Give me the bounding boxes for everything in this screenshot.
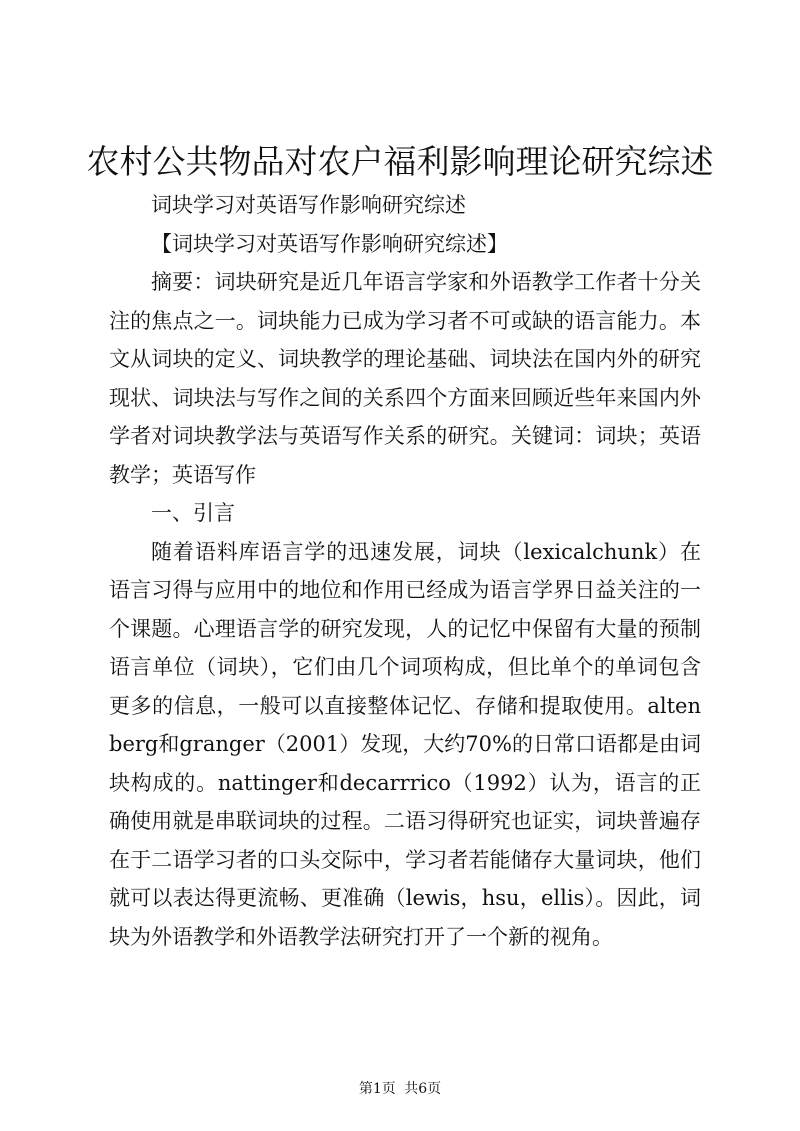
abstract-paragraph: 摘要：词块研究是近几年语言学家和外语教学工作者十分关注的焦点之一。词块能力已成为学习者不可或缺的语言能力。本文从词块的定义、词块教学的理论基础、词块法在国内外的研究现状、词块法与写作之间的关系四个方面来回顾近些年来国内外学者对词块教学法与英语写作关系的研究。关键词：词块；英语教学；英语写作: [109, 270, 701, 487]
subtitle-paragraph: 词块学习对英语写作影响研究综述: [151, 193, 466, 217]
section-heading-introduction: 一、引言: [151, 501, 235, 525]
page-total: 共6页: [404, 1081, 442, 1097]
page-footer: [0, 1079, 800, 1099]
document-title: 农村公共物品对农户福利影响理论研究综述: [86, 142, 714, 181]
document-body: [109, 186, 701, 956]
bracketed-title-paragraph: 【词块学习对英语写作影响研究综述】: [151, 231, 508, 256]
introduction-paragraph: 随着语料库语言学的迅速发展，词块（lexicalchunk）在语言习得与应用中的地位和作用已经成为语言学界日益关注的一个课题。心理语言学的研究发现，人的记忆中保留有大量的预制语言单位（词块），它们由几个词项构成，但比单个的单词包含更多的信息，一般可以直接整体记忆、存储和提取使用。altenberg和granger（2001）发现，大约70%的日常口语都是由词块构成的。nattinger和decarrrico（1992）认为，语言的正确使用就是串联词块的过程。二语习得研究也证实，词块普遍存在于二语学习者的口头交际中，学习者若能储存大量词块，他们就可以表达得更流畅、更准确（lewis，hsu，ellis）。因此，词块为外语教学和外语教学法研究打开了一个新的视角。: [109, 539, 701, 949]
page-number: 第1页: [358, 1081, 396, 1097]
